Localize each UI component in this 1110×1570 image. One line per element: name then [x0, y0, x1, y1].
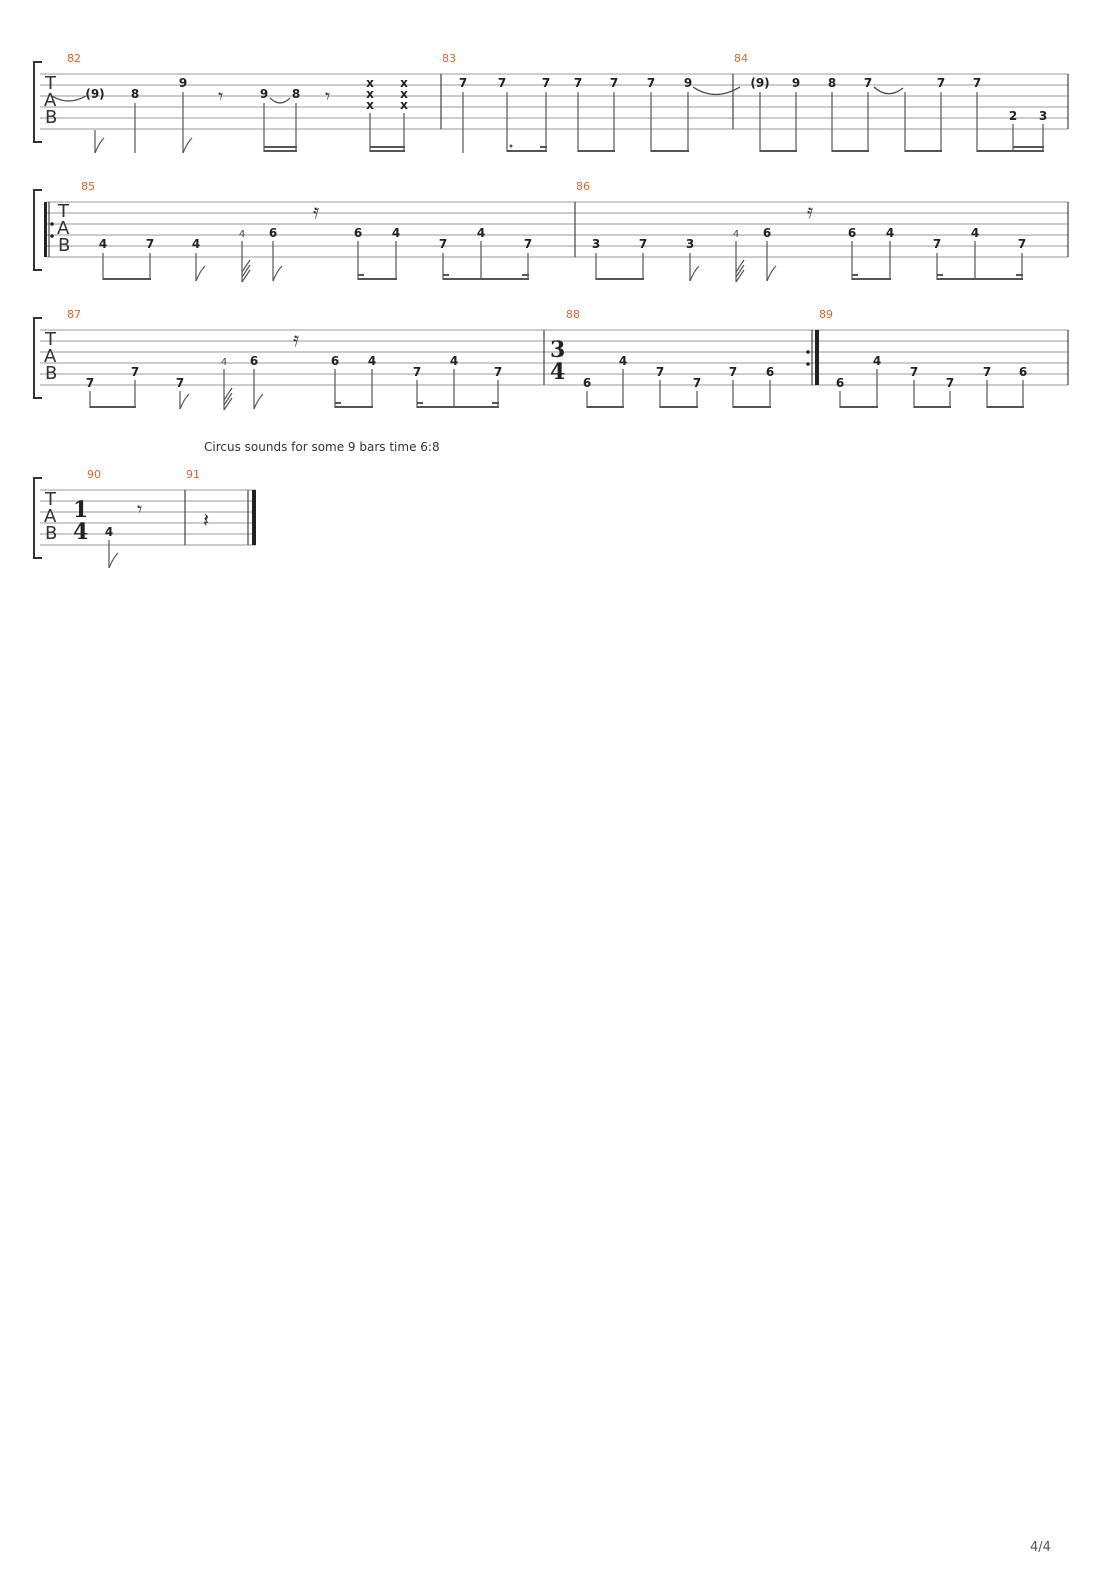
fret-number: 4 — [391, 226, 401, 240]
fret-number: 4 — [885, 226, 895, 240]
fret-number: 6 — [847, 226, 857, 240]
fret-number: 7 — [130, 365, 140, 379]
fret-number: 7 — [638, 237, 648, 251]
fret-number: 6 — [762, 226, 772, 240]
fret-number: 8 — [291, 87, 301, 101]
eighth-rest: 𝄾 — [325, 84, 331, 108]
tab-clef-t: T — [45, 489, 56, 510]
fret-number: 7 — [609, 76, 619, 90]
tab-clef-a: A — [44, 346, 57, 367]
fret-number: 7 — [982, 365, 992, 379]
fret-number: 7 — [573, 76, 583, 90]
grace-note: 4 — [220, 357, 228, 368]
fret-number: 6 — [765, 365, 775, 379]
fret-number: 7 — [1017, 237, 1027, 251]
fret-number: 6 — [1018, 365, 1028, 379]
fret-number: 3 — [685, 237, 695, 251]
time-signature-bottom: 4 — [550, 359, 566, 385]
tab-clef-b: B — [45, 523, 58, 544]
fret-number: 7 — [909, 365, 919, 379]
tab-clef-b: B — [45, 363, 58, 384]
fret-number: 7 — [175, 376, 185, 390]
fret-number: 3 — [591, 237, 601, 251]
tab-clef-a: A — [57, 218, 70, 239]
fret-number: 6 — [582, 376, 592, 390]
fret-number: 8 — [130, 87, 140, 101]
fret-number: 9 — [683, 76, 693, 90]
fret-number: 6 — [330, 354, 340, 368]
fret-number: 7 — [863, 76, 873, 90]
measure-number: 83 — [442, 52, 456, 65]
sixteenth-rest: 𝄿 — [313, 199, 320, 223]
fret-number: 8 — [827, 76, 837, 90]
fret-number: 7 — [458, 76, 468, 90]
fret-number: 7 — [692, 376, 702, 390]
fret-number: 7 — [932, 237, 942, 251]
eighth-rest: 𝄾 — [137, 497, 143, 521]
fret-number: 4 — [367, 354, 377, 368]
measure-number: 82 — [67, 52, 81, 65]
dead-note: x — [400, 76, 408, 90]
dead-note: x — [366, 87, 374, 101]
dead-note: x — [366, 98, 374, 112]
measure-number: 87 — [67, 308, 81, 321]
fret-number: 7 — [655, 365, 665, 379]
fret-number: 4 — [970, 226, 980, 240]
fret-number: 4 — [449, 354, 459, 368]
dead-note: x — [400, 87, 408, 101]
fret-number: 7 — [493, 365, 503, 379]
fret-number: 7 — [412, 365, 422, 379]
fret-number: 4 — [476, 226, 486, 240]
fret-number: 4 — [98, 237, 108, 251]
fret-number: 7 — [541, 76, 551, 90]
fret-number: 7 — [646, 76, 656, 90]
fret-number: 6 — [268, 226, 278, 240]
fret-number: 4 — [872, 354, 882, 368]
fret-number: 4 — [191, 237, 201, 251]
dead-note: x — [400, 98, 408, 112]
fret-number: 7 — [438, 237, 448, 251]
fret-number: 6 — [353, 226, 363, 240]
fret-number: 3 — [1038, 109, 1048, 123]
tab-clef-t: T — [58, 201, 69, 222]
fret-number: 7 — [728, 365, 738, 379]
tab-clef-t: T — [45, 73, 56, 94]
quarter-rest: 𝄽 — [203, 508, 210, 532]
fret-number: 7 — [523, 237, 533, 251]
dead-note: x — [366, 76, 374, 90]
measure-number: 88 — [566, 308, 580, 321]
page-number: 4/4 — [1030, 1540, 1051, 1555]
fret-number: 4 — [104, 525, 114, 539]
time-signature-bottom: 4 — [73, 519, 89, 545]
tab-clef-b: B — [58, 235, 71, 256]
time-signature-top: 1 — [73, 497, 89, 523]
measure-number: 85 — [81, 180, 95, 193]
fret-number: 7 — [85, 376, 95, 390]
fret-number: 7 — [936, 76, 946, 90]
sixteenth-rest: 𝄿 — [807, 199, 814, 223]
fret-number: 7 — [145, 237, 155, 251]
sixteenth-rest: 𝄿 — [293, 327, 300, 351]
measure-number: 86 — [576, 180, 590, 193]
tab-clef-a: A — [44, 90, 57, 111]
time-signature-top: 3 — [550, 337, 566, 363]
annotation-text: Circus sounds for some 9 bars time 6:8 — [204, 440, 440, 454]
measure-number: 90 — [87, 468, 101, 481]
fret-number: 7 — [497, 76, 507, 90]
tab-clef-t: T — [45, 329, 56, 350]
measure-number: 84 — [734, 52, 748, 65]
fret-number: 9 — [791, 76, 801, 90]
fret-number: 6 — [835, 376, 845, 390]
fret-number: (9) — [750, 76, 770, 90]
fret-number: 7 — [945, 376, 955, 390]
fret-number: (9) — [85, 87, 105, 101]
measure-number: 89 — [819, 308, 833, 321]
tab-clef-b: B — [45, 107, 58, 128]
fret-number: 9 — [259, 87, 269, 101]
grace-note: 4 — [732, 229, 740, 240]
fret-number: 9 — [178, 76, 188, 90]
grace-note: 4 — [238, 229, 246, 240]
fret-number: 6 — [249, 354, 259, 368]
fret-number: 4 — [618, 354, 628, 368]
eighth-rest: 𝄾 — [218, 84, 224, 108]
fret-number: 2 — [1008, 109, 1018, 123]
tab-clef-a: A — [44, 506, 57, 527]
fret-number: 7 — [972, 76, 982, 90]
measure-number: 91 — [186, 468, 200, 481]
